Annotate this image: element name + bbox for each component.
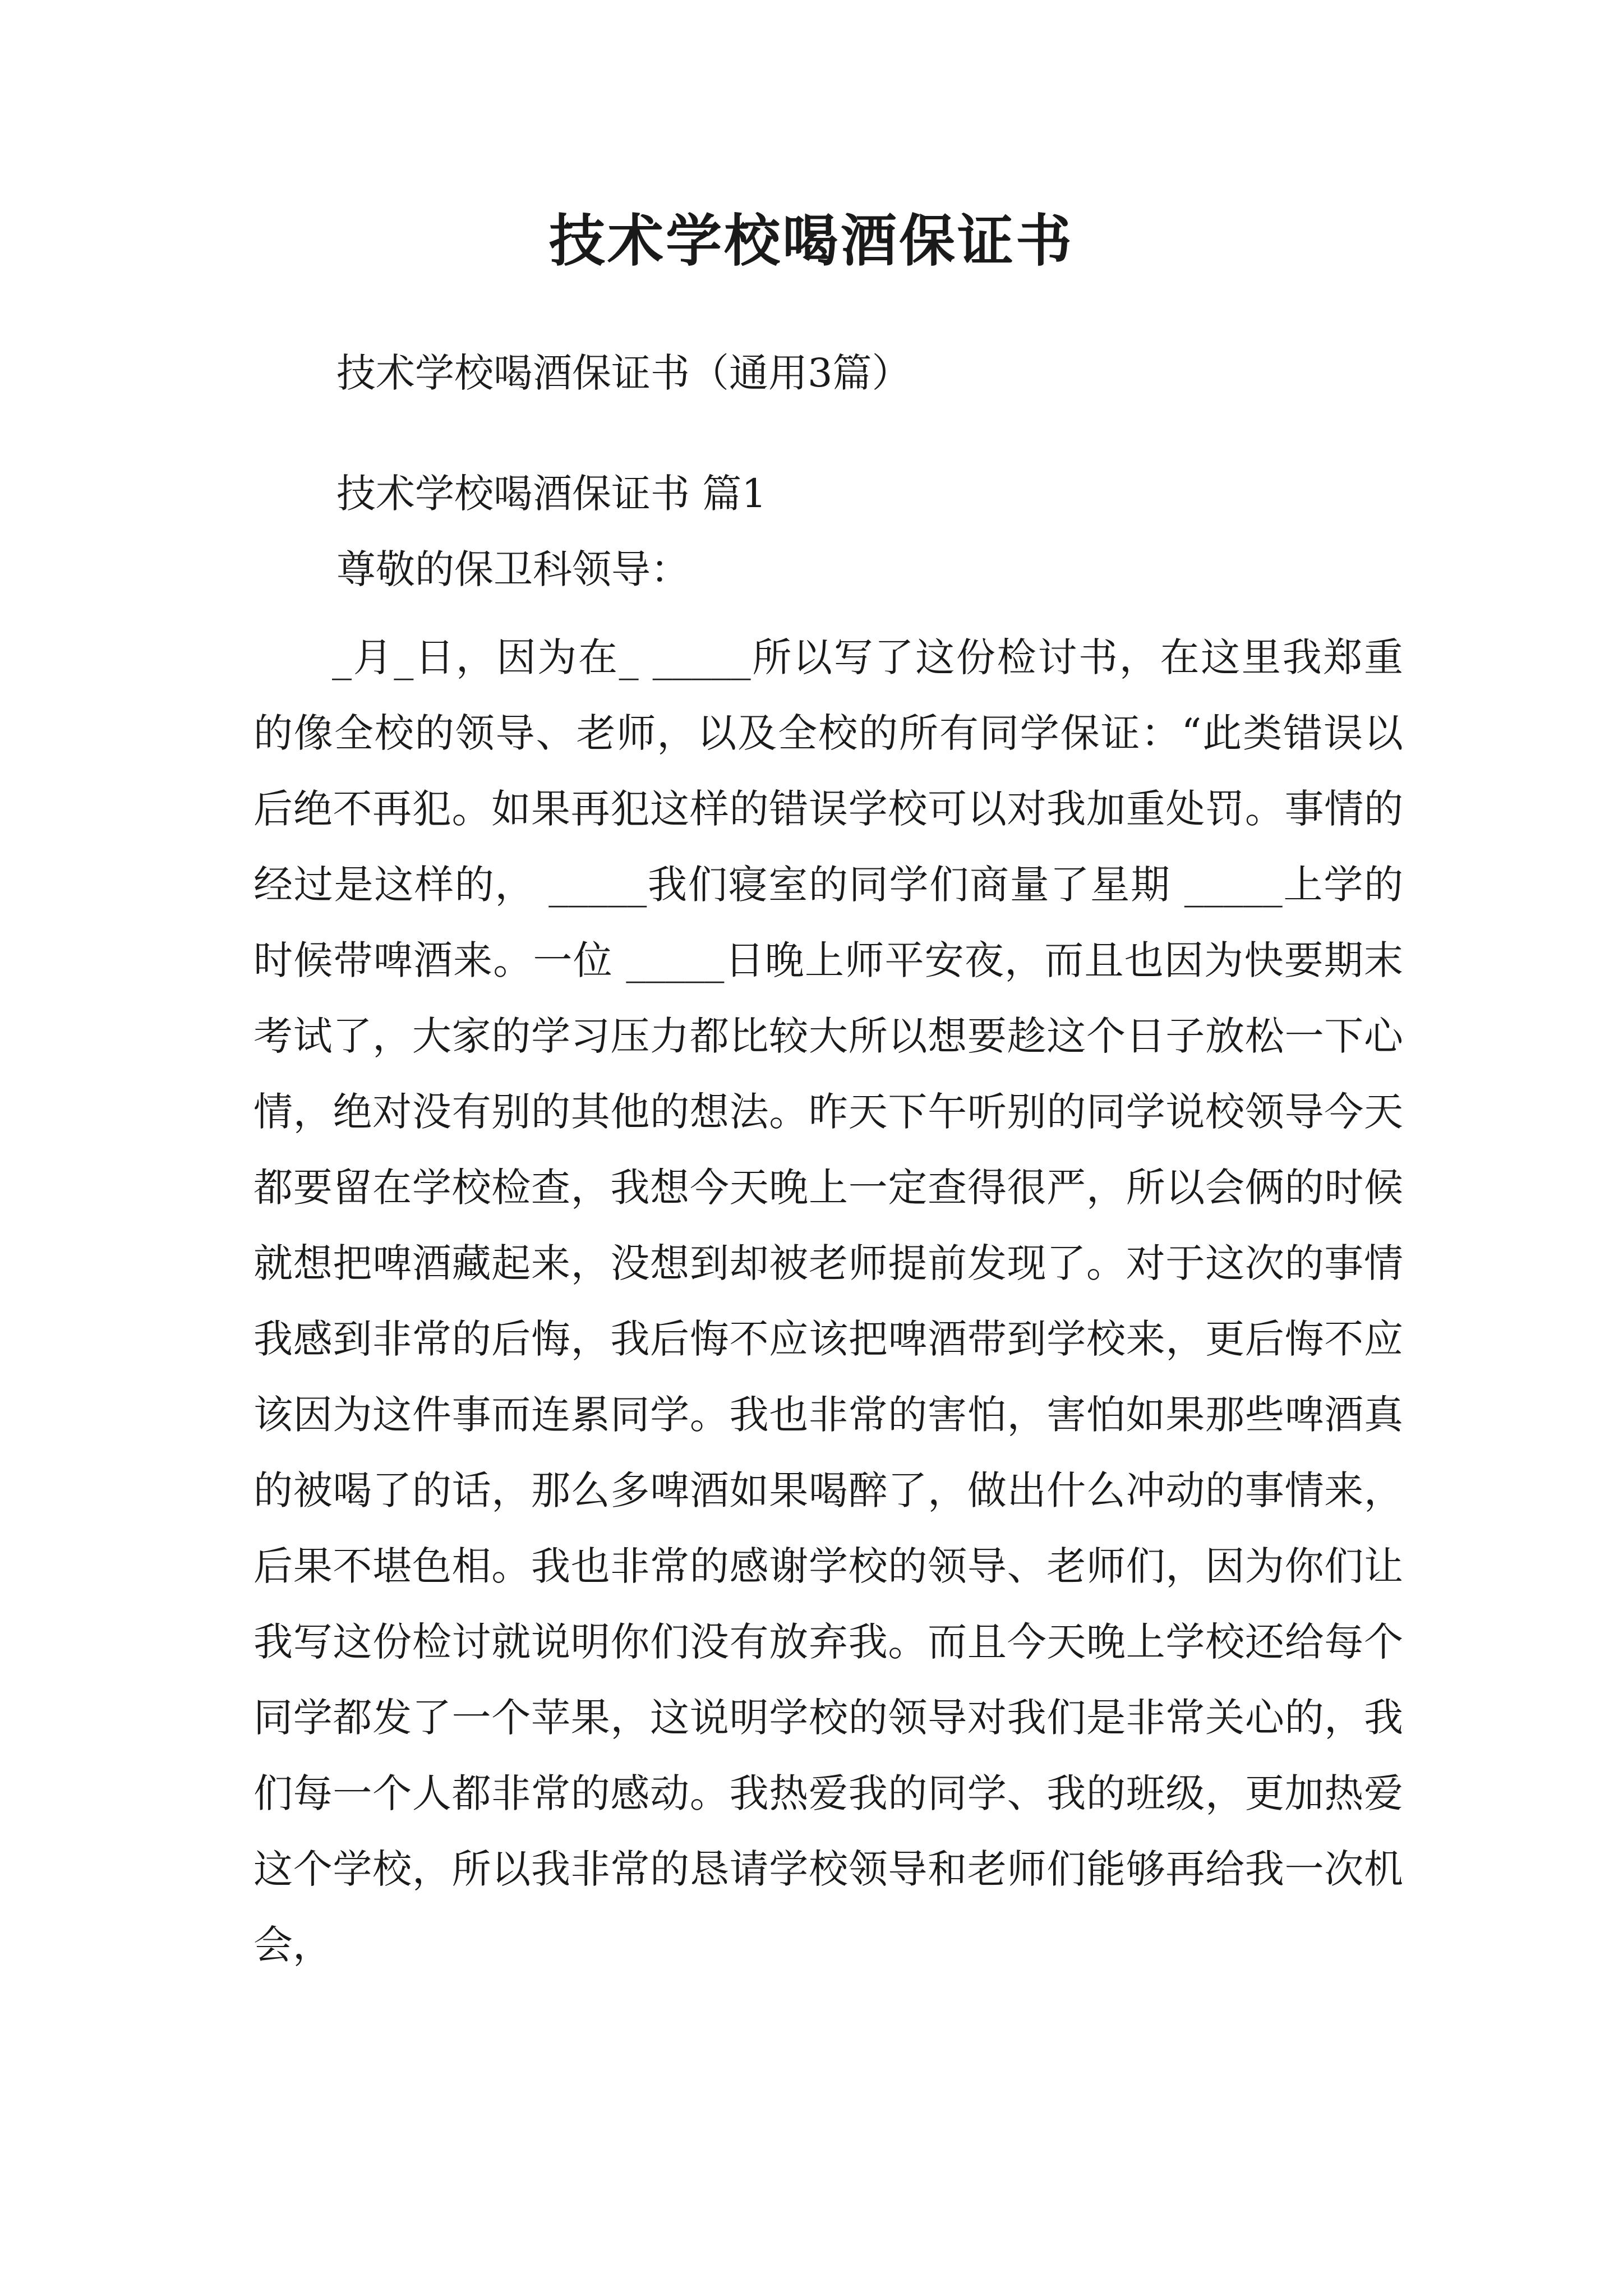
document-title: 技术学校喝酒保证书 — [549, 208, 1074, 274]
document-subtitle: 技术学校喝酒保证书（通用3篇） — [336, 350, 911, 396]
body-paragraph: _月_日，因为在_ _____所以写了这份检讨书，在这里我郑重的像全校的领导、老师，以及全校的所有同学保证：“此类错误以后绝不再犯。如果再犯这样的错误学校可以对我加重处罚。事情的经过是这样的， _____我们寝室的同学们商量了星期 _____上学的时候带啤酒来。一位 _____日晚上师平安夜，而且也因为快要期末考试了，大家的学习压力都比较大所以想要趁这个日子放松一下心情，绝对没有别的其他的想法。昨天下午听别的同学说校领导今天都要留在学校检查，我想今天晚上一定查得很严，所以会俩的时候就想把啤酒藏起来，没想到却被老师提前发现了。对于这次的事情我感到非常的后悔，我后悔不应该把啤酒带到学校来，更后悔不应该因为这件事而连累同学。我也非常的害怕，害怕如果那些啤酒真的被喝了的话，那么多啤酒如果喝醉了，做出什么冲动的事情来，后果不堪色相。我也非常的感谢学校的领导、老师们，因为你们让我写这份检讨就说明你们没有放弃我。而且今天晚上学校还给每个同学都发了一个苹果，这说明学校的领导对我们是非常关心的，我们每一个人都非常的感动。我热爱我的同学、我的班级，更加热爱这个学校，所以我非常的恳请学校领导和老师们能够再给我一次机会， — [253, 634, 1403, 1968]
salutation: 尊敬的保卫科领导： — [336, 546, 690, 592]
section-heading: 技术学校喝酒保证书 篇1 — [336, 471, 767, 517]
